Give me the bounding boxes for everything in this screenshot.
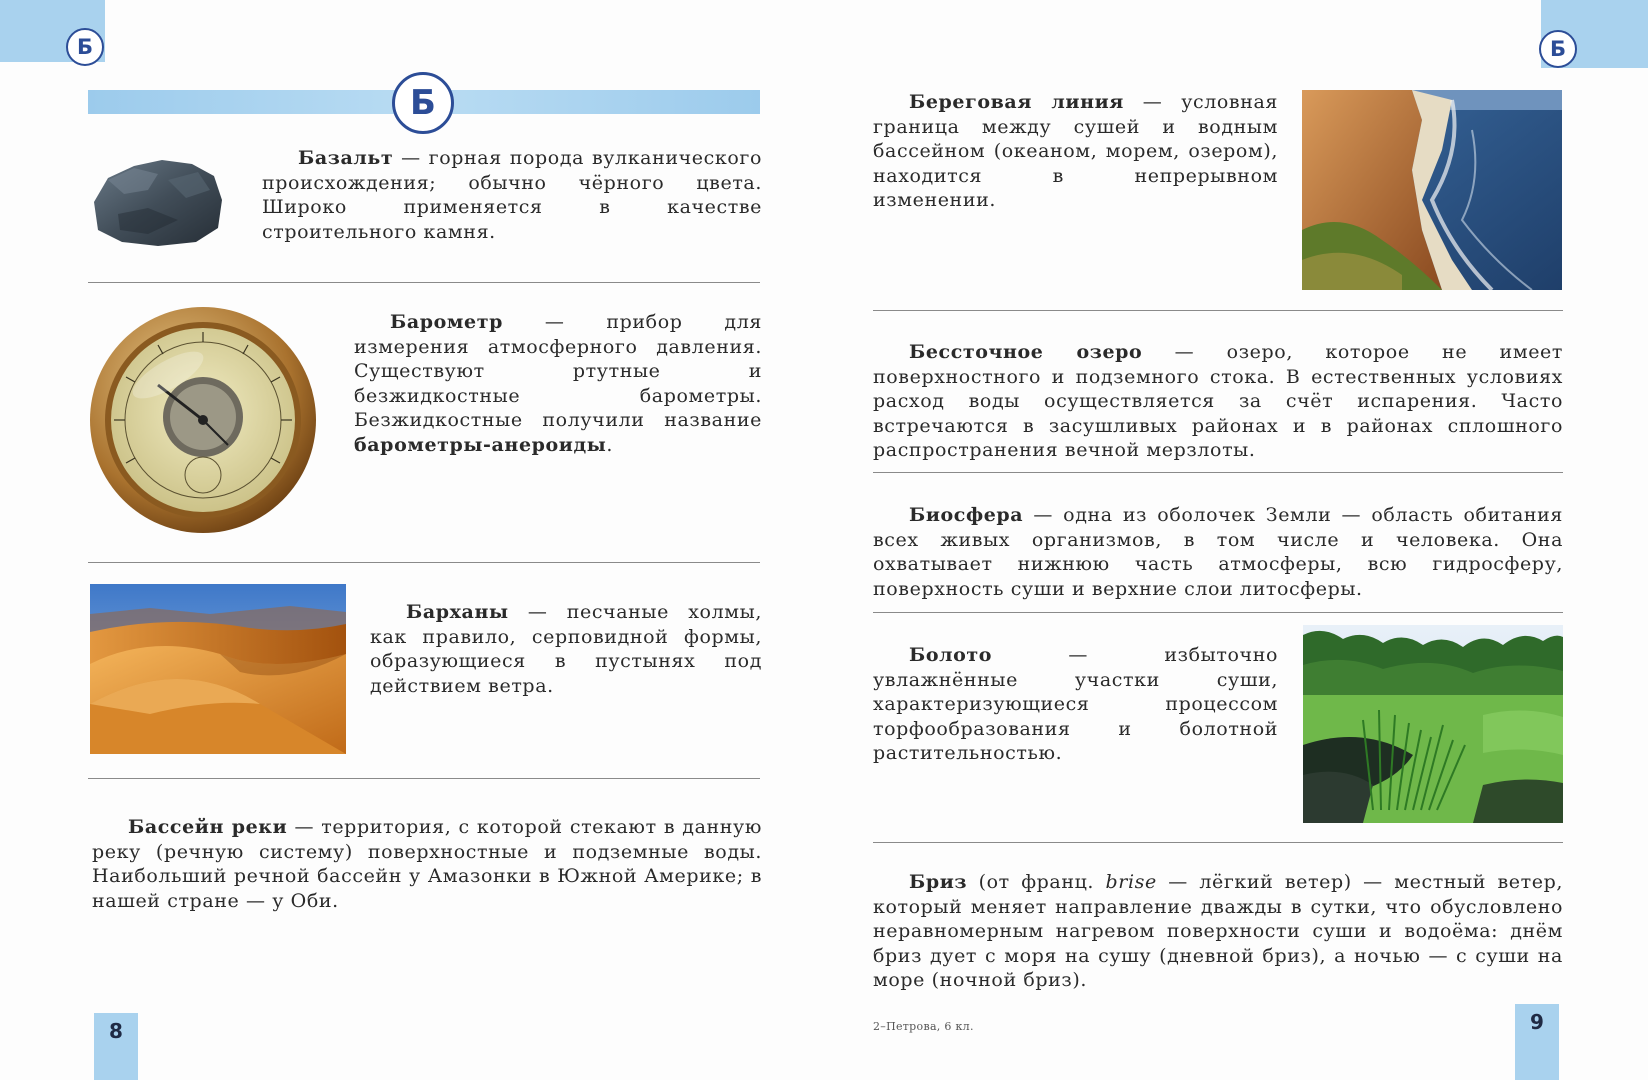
section-header-letter: Б xyxy=(392,72,454,134)
swamp-image xyxy=(1303,625,1563,823)
entry-bold-term: барометры-анероиды xyxy=(354,433,607,456)
divider xyxy=(873,612,1563,613)
entry-term: Бессточное озеро xyxy=(909,341,1143,363)
entry-term: Барханы xyxy=(406,601,509,623)
page-number-left: 8 xyxy=(94,1013,138,1080)
entry-term: Барометр xyxy=(390,311,503,333)
divider xyxy=(873,310,1563,311)
divider xyxy=(873,472,1563,473)
entry-tail: . xyxy=(606,433,614,456)
entry-breeze xyxy=(873,870,1563,993)
divider xyxy=(88,282,760,283)
print-signature: 2–Петрова, 6 кл. xyxy=(873,1020,974,1033)
entry-italic-word: brise xyxy=(1105,871,1157,893)
divider xyxy=(873,842,1563,843)
section-letter-badge-right: Б xyxy=(1539,30,1577,68)
entry-term: Береговая линия xyxy=(909,91,1124,113)
entry-definition: — лёгкий ветер) — местный ветер, который меняет направление дважды в сутки, что обусловлено неравномерным нагревом поверхности суши и водоёма: днём бриз дует с моря на сушу (дневной бриз), а ночью — с суши на море (ночной бриз). xyxy=(873,871,1563,991)
sand-dunes-image xyxy=(90,584,346,754)
entry-term: Бриз xyxy=(909,871,968,893)
entry-coastline xyxy=(873,90,1278,213)
entry-definition: — озеро, которое не имеет поверхностного и подземного стока. В естественных условиях расход воды осуществляется за счёт испарения. Часто встречаются в засушливых районах и в районах сплошного распространения вечной мерзлоты. xyxy=(873,341,1563,461)
entry-definition: — песчаные холмы, как правило, серповидной формы, образующиеся в пустынях под действием ветра. xyxy=(370,601,762,697)
barometer-image xyxy=(88,305,318,535)
entry-endorheic-lake xyxy=(873,340,1563,463)
entry-pre: (от франц. xyxy=(967,871,1106,893)
entry-term: Болото xyxy=(909,644,993,666)
entry-barkhans xyxy=(370,600,762,698)
right-page xyxy=(805,0,1648,1080)
entry-biosphere xyxy=(873,503,1563,601)
entry-definition: — прибор для измерения атмосферного давления. Существуют ртутные и безжидкостные барометры. Безжидкостные получили название xyxy=(354,311,762,431)
entry-definition: — горная порода вулканического происхождения; обычно чёрного цвета. Широко применяется в качестве строительного камня. xyxy=(262,147,762,243)
entry-definition: — одна из оболочек Земли — область обитания всех живых организмов, в том числе и человека. Она охватывает нижнюю часть атмосферы, всю гидросферу, поверхность суши и верхние слои литосферы. xyxy=(873,504,1563,600)
entry-barometer xyxy=(354,310,762,457)
entry-definition: — избыточно увлажнённые участки суши, характеризующиеся процессом торфообразования и болотной растительностью. xyxy=(873,644,1278,764)
page-number-right: 9 xyxy=(1515,1004,1559,1080)
entry-basalt xyxy=(262,146,762,244)
entry-term: Биосфера xyxy=(909,504,1024,526)
left-page xyxy=(0,0,805,1080)
section-letter-badge-left: Б xyxy=(66,28,104,66)
entry-term: Базальт xyxy=(298,147,394,169)
coastline-image xyxy=(1302,90,1562,290)
entry-term: Бассейн реки xyxy=(128,816,288,838)
divider xyxy=(88,778,760,779)
basalt-rock-image xyxy=(88,150,228,250)
entry-definition: — территория, с которой стекают в данную реку (речную систему) поверхностные и подземные воды. Наибольший речной бассейн у Амазонки в Южной Америке; в нашей стране — у Оби. xyxy=(92,816,762,912)
entry-definition: — условная граница между сушей и водным бассейном (океаном, морем, озером), находится в непрерывном изменении. xyxy=(873,91,1278,211)
entry-river-basin xyxy=(92,815,762,913)
entry-swamp xyxy=(873,643,1278,766)
divider xyxy=(88,562,760,563)
